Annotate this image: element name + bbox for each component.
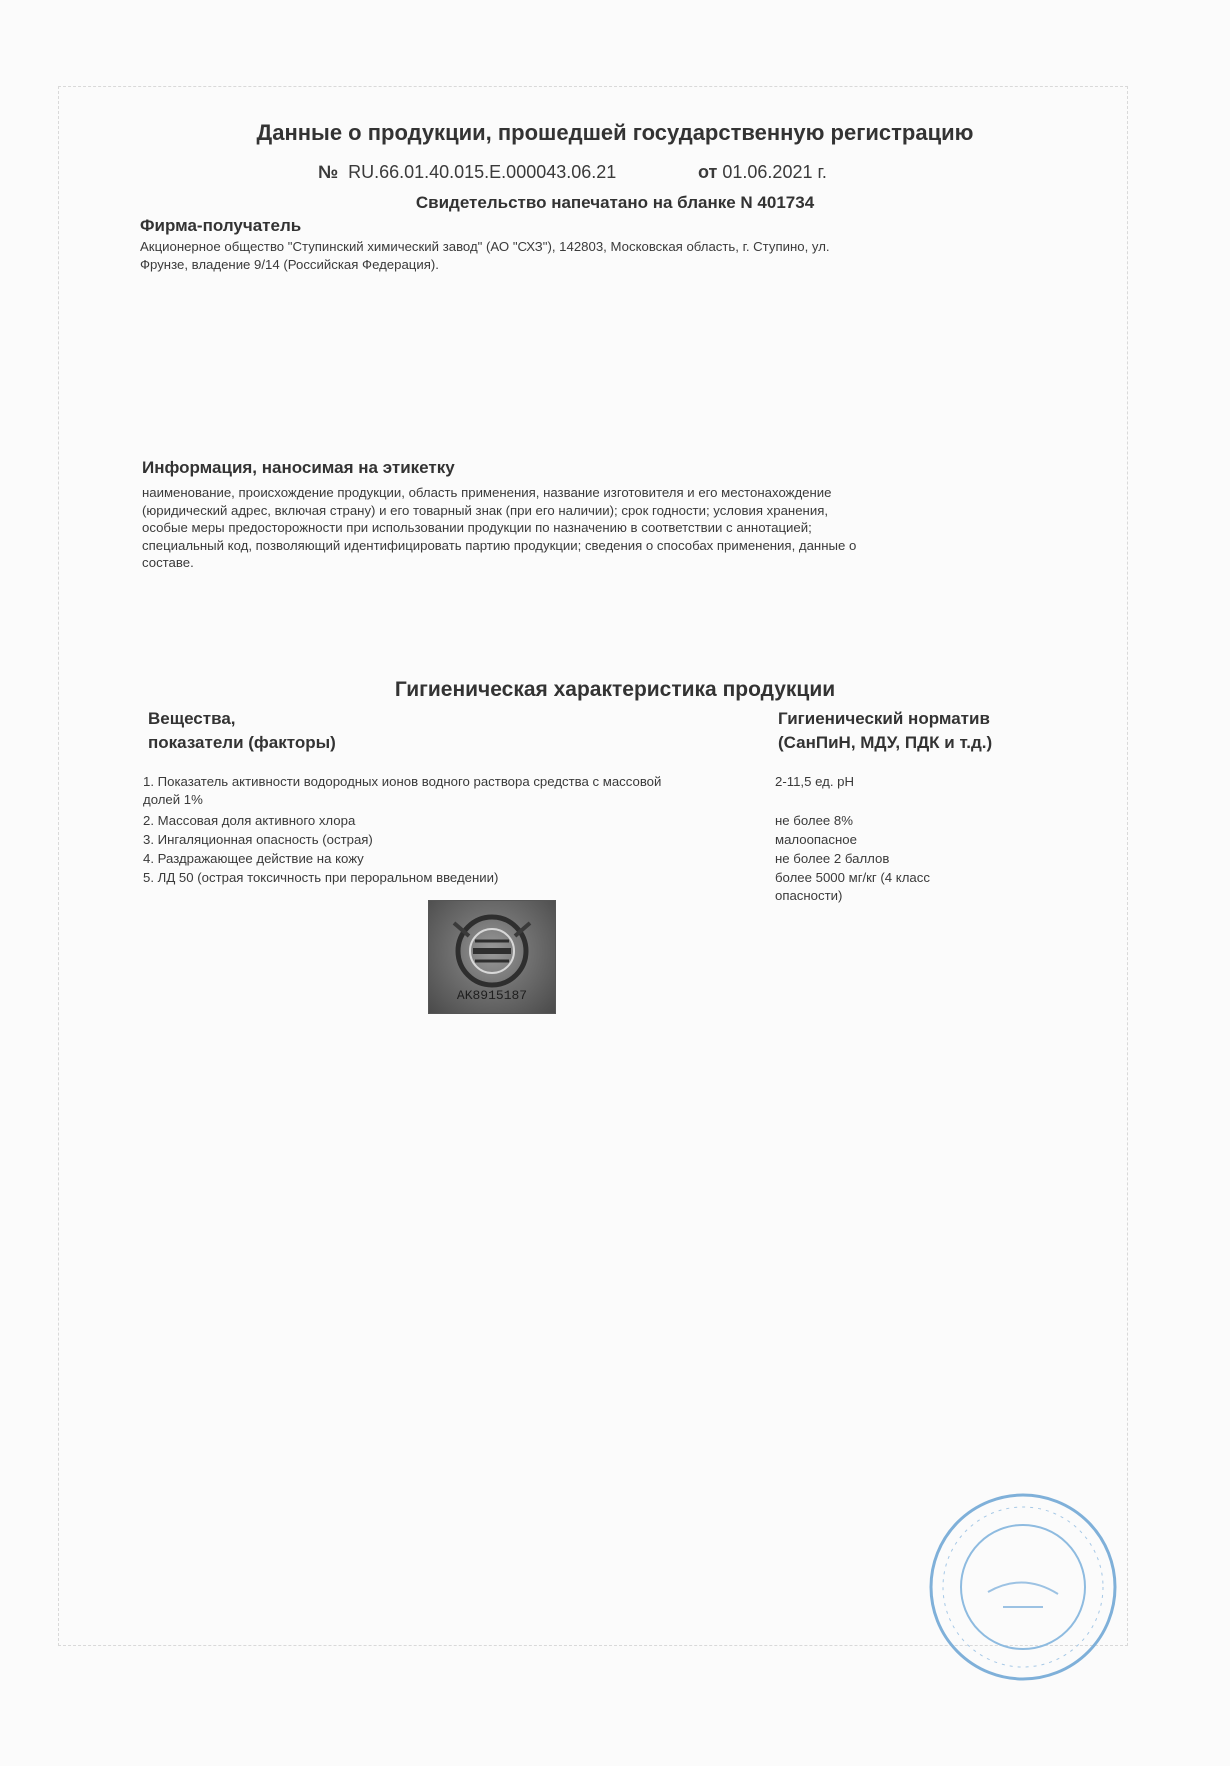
substance-text: 5. ЛД 50 (острая токсичность при пероральном введении) (143, 870, 499, 885)
label-info-line: (юридический адрес, включая страну) и его товарный знак (при его наличии); срок годности; условия хранения, (142, 502, 828, 518)
hygiene-title: Гигиеническая характеристика продукции (394, 678, 836, 701)
hygiene-row-norm (775, 869, 1005, 904)
label-info-line: особые меры предосторожности при использовании продукции по назначению в соответствии с аннотацией; (142, 520, 812, 535)
registration-line (318, 162, 827, 183)
hygiene-row-substance (143, 869, 763, 887)
norm-text: более 5000 мг/кг (4 класс (775, 870, 930, 885)
reg-number-label: № (318, 162, 339, 182)
hygiene-row-norm (775, 850, 1005, 868)
substances-header-line: показатели (факторы) (148, 733, 336, 752)
recipient-address (140, 238, 1020, 273)
hygiene-row-substance (143, 850, 763, 868)
hygiene-row-norm (775, 812, 1005, 830)
label-info-line: составе. (142, 555, 194, 570)
label-info-line: наименование, происхождение продукции, область применения, название изготовителя и его местонахождение (142, 485, 832, 500)
substance-text: долей 1% (143, 791, 203, 807)
label-info-line: специальный код, позволяющий идентифицировать партию продукции; сведения о способах применения, данные о (142, 537, 857, 553)
substance-text: 3. Ингаляционная опасность (острая) (143, 832, 373, 847)
hygiene-row-norm (775, 773, 1005, 791)
norm-text: не более 8% (775, 813, 853, 828)
norm-text: не более 2 баллов (775, 851, 890, 866)
reg-date-value: 01.06.2021 г. (722, 162, 827, 182)
reg-number: RU.66.01.40.015.E.000043.06.21 (348, 162, 617, 182)
substance-text: 2. Массовая доля активного хлора (143, 813, 356, 828)
hologram-sticker (428, 900, 556, 1014)
norm-header-line: (СанПиН, МДУ, ПДК и т.д.) (778, 733, 993, 752)
hygiene-row-substance (143, 831, 763, 849)
hologram-serial: AK8915187 (456, 988, 528, 1003)
blank-note: Свидетельство напечатано на бланке N 401734 (415, 193, 815, 212)
reg-date-label: от (698, 162, 718, 182)
norm-header-line: Гигиенический норматив (778, 709, 990, 728)
substances-header-line: Вещества, (148, 709, 236, 728)
recipient-line: Акционерное общество "Ступинский химический завод" (АО "СХЗ"), 142803, Московская область, г. Ступино, ул. (140, 239, 830, 254)
norm-text: 2-11,5 ед. pH (775, 774, 855, 789)
norm-text: опасности) (775, 887, 843, 903)
substance-text: 1. Показатель активности водородных ионов водного раствора средства с массовой (143, 774, 662, 789)
norm-column-header (778, 707, 992, 755)
hologram-emblem-icon (429, 901, 555, 1013)
label-info-text (142, 484, 1032, 572)
reg-date (698, 162, 827, 183)
hygiene-row-norm (775, 831, 1005, 849)
recipient-heading: Фирма-получатель (140, 216, 302, 235)
substance-text: 4. Раздражающее действие на кожу (143, 851, 364, 866)
hygiene-row-substance (143, 812, 763, 830)
hygiene-row-substance (143, 773, 763, 808)
substances-column-header (148, 707, 336, 755)
norm-text: малоопасное (775, 832, 857, 847)
seal-stamp-icon (918, 1482, 1128, 1692)
document-title: Данные о продукции, прошедшей государственную регистрацию (256, 120, 974, 145)
recipient-line: Фрунзе, владение 9/14 (Российская Федерация). (140, 256, 439, 272)
label-info-heading: Информация, наносимая на этикетку (142, 458, 455, 477)
